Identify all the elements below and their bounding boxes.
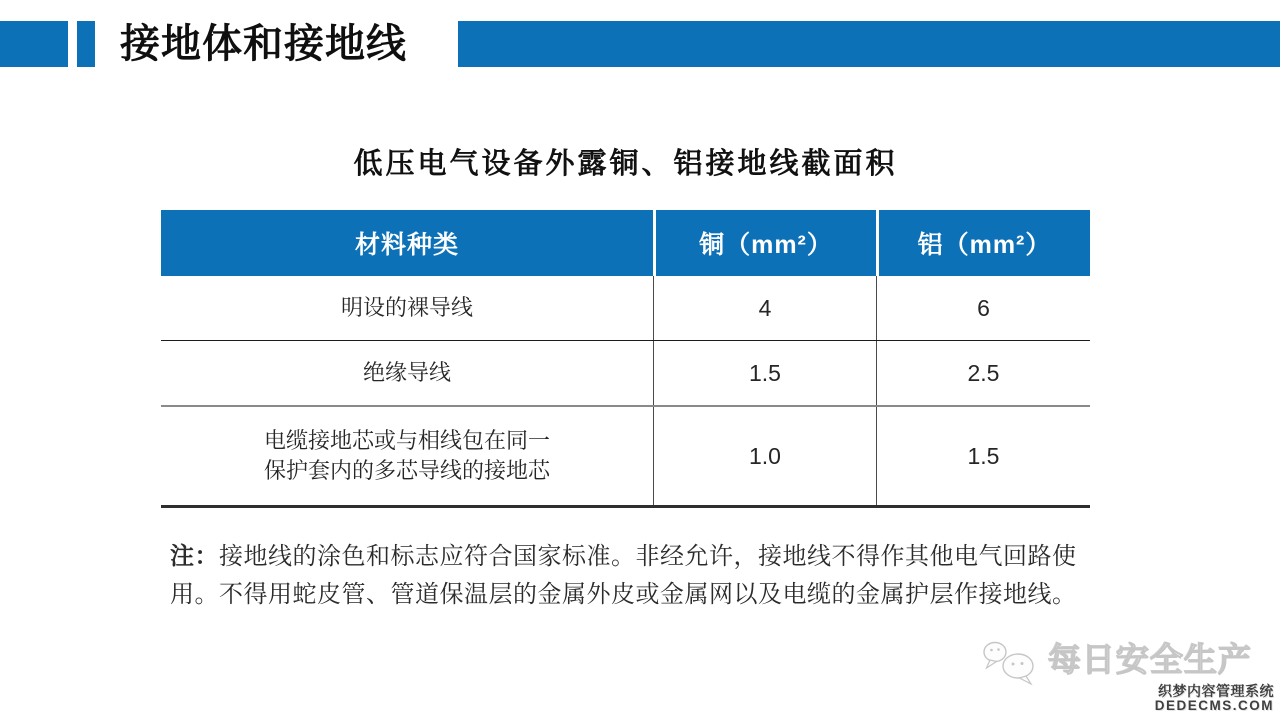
header-accent-block-left (0, 21, 68, 67)
cms-credit-name: 织梦内容管理系统 (1158, 683, 1274, 699)
cms-credit (1155, 684, 1274, 712)
cell-material-text-line2: 保护套内的多芯导线的接地芯 (263, 458, 550, 483)
note-line-1-text: 接地线的涂色和标志应符合国家标准。非经允许，接地线不得作其他电气回路使 (219, 544, 1077, 570)
column-header-aluminum: 铝（mm²） (876, 210, 1090, 276)
cell-aluminum-value: 2.5 (876, 341, 1090, 405)
cell-copper-value: 4 (653, 276, 876, 340)
note-line-2: 用。不得用蛇皮管、管道保温层的金属外皮或金属网以及电缆的金属护层作接地线。 (170, 582, 1077, 608)
cell-copper-value: 1.0 (653, 407, 876, 505)
header-accent-bar-small (77, 21, 95, 67)
cms-credit-domain: DEDECMS.COM (1154, 698, 1274, 713)
cell-material-text: 绝缘导线 (362, 360, 451, 385)
cell-aluminum-value: 6 (876, 276, 1090, 340)
cell-material (161, 341, 653, 405)
cell-material (161, 407, 653, 505)
note-line-1 (170, 538, 1085, 576)
cell-material-text: 明设的裸导线 (340, 295, 473, 320)
cell-material-text-line1: 电缆接地芯或与相线包在同一 (263, 428, 550, 453)
table-row (161, 407, 1090, 508)
table-row (161, 276, 1090, 341)
table-row (161, 341, 1090, 407)
table-title: 低压电气设备外露铜、铝接地线截面积 (353, 148, 898, 180)
header-accent-bar-right (458, 21, 1280, 67)
cell-aluminum-value: 1.5 (876, 407, 1090, 505)
cell-copper-value: 1.5 (653, 341, 876, 405)
column-header-copper: 铜（mm²） (653, 210, 876, 276)
note-prefix: 注： (170, 544, 219, 570)
page-title: 接地体和接地线 (120, 22, 407, 66)
brand-watermark: 每日安全生产 (1048, 641, 1252, 678)
wechat-chat-bubbles-icon (980, 634, 1044, 688)
note-paragraph (170, 538, 1085, 614)
table-header-row (161, 210, 1090, 276)
materials-table (161, 210, 1090, 508)
column-header-material: 材料种类 (354, 231, 459, 259)
cell-material (161, 276, 653, 340)
